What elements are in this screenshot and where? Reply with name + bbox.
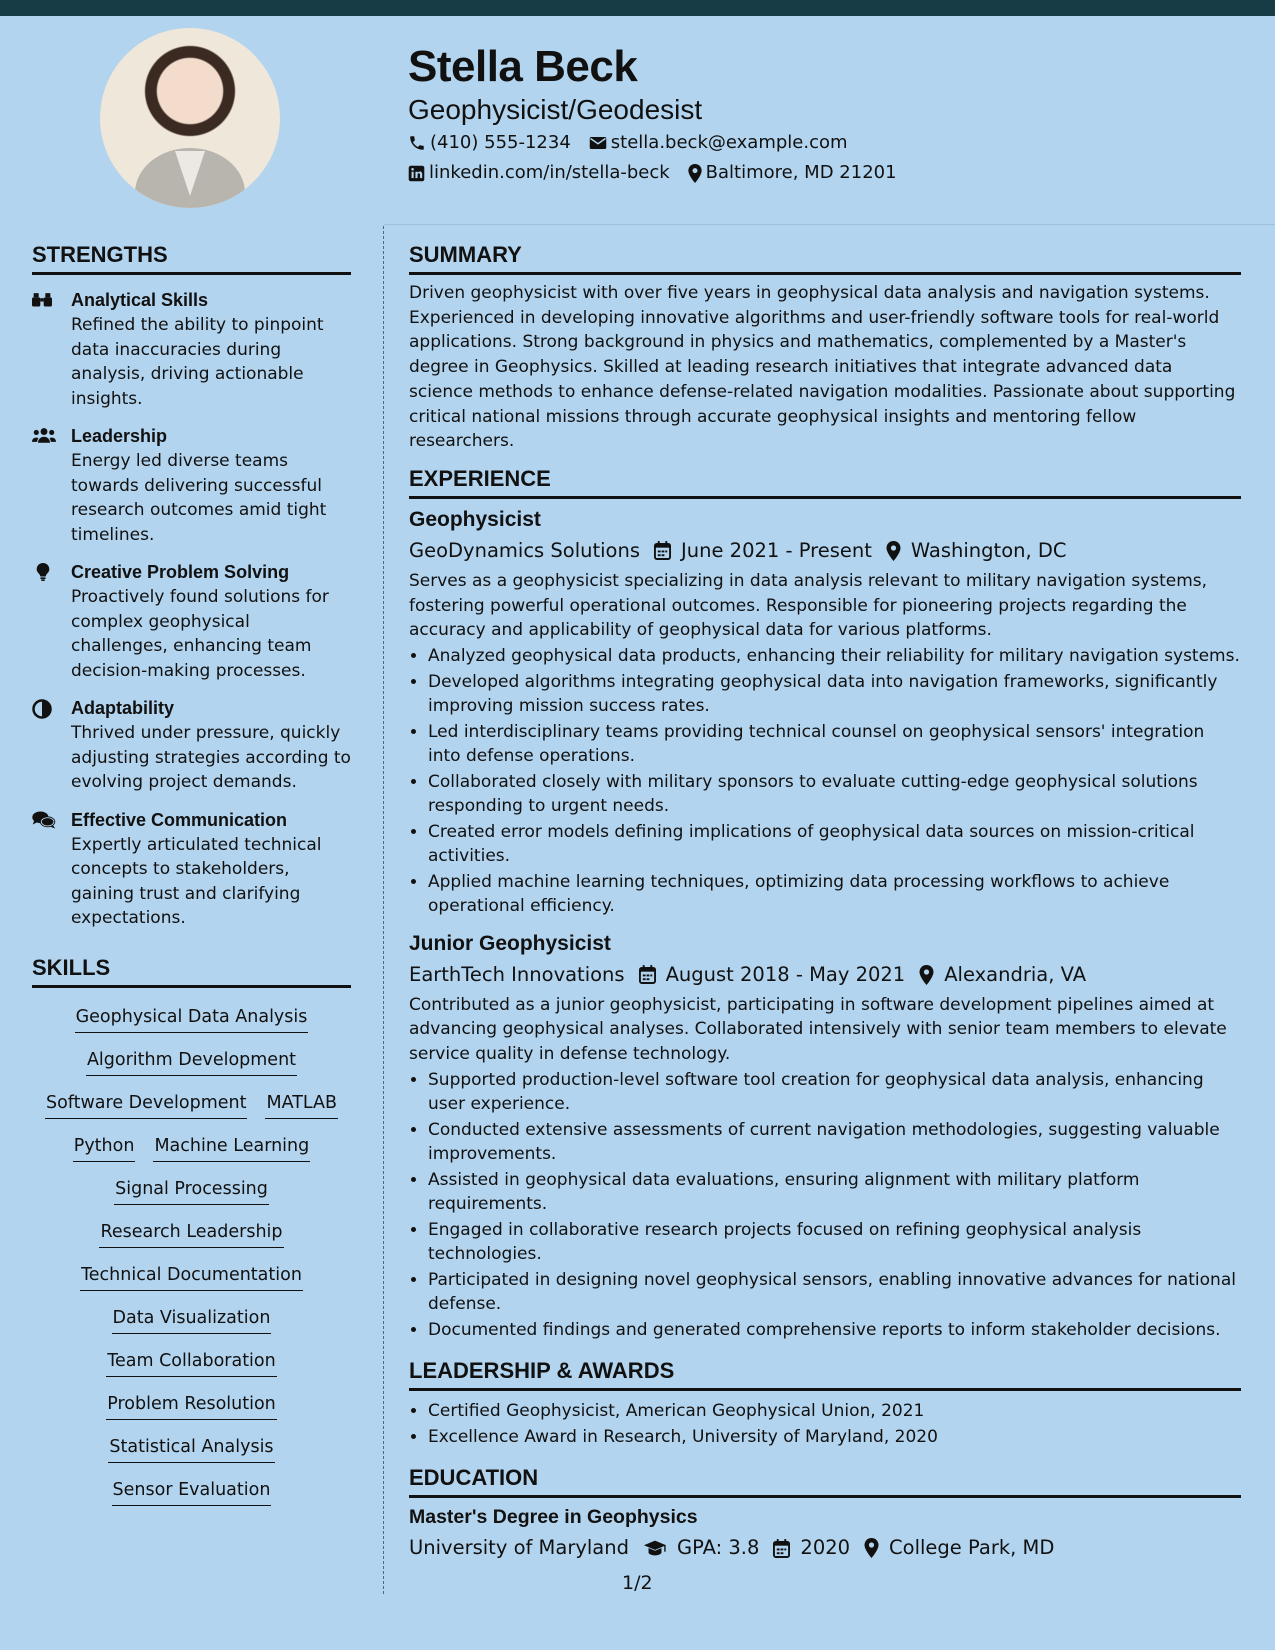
strength-title: Effective Communication (71, 809, 288, 830)
binoculars-icon (32, 287, 71, 411)
phone-number: (410) 555-1234 (430, 132, 571, 153)
map-marker-icon (688, 164, 702, 183)
adjust-icon (32, 695, 71, 795)
job-description: Contributed as a junior geophysicist, participating in software development pipelines aimed at advancing geophysical analyses. Collaborated intensively with senior team members to elevate service quality in defense technology. (409, 994, 1227, 1064)
job-bullet: • Applied machine learning techniques, optimizing data processing workflows to achieve operational efficiency. (428, 870, 1241, 919)
envelope-icon (589, 135, 607, 151)
job-bullet: • Conducted extensive assessments of current navigation methodologies, suggesting valuable improvements. (428, 1118, 1241, 1167)
calendar-icon (639, 965, 656, 984)
left-column (32, 240, 351, 1512)
job-bullet: • Participated in designing novel geophysical sensors, enabling innovative advances for national defense. (428, 1268, 1241, 1317)
job-location-text: Alexandria, VA (944, 962, 1087, 986)
location-text: Baltimore, MD 21201 (705, 162, 897, 183)
skill-tag: Algorithm Development (86, 1047, 297, 1076)
summary-heading: SUMMARY (409, 240, 1241, 275)
experience-heading: EXPERIENCE (409, 464, 1241, 499)
job-bullet: • Led interdisciplinary teams providing technical counsel on geophysical sensors' integration into defense operations. (428, 720, 1241, 769)
phone-icon (408, 134, 426, 152)
location-contact (688, 158, 897, 188)
linkedin-url[interactable]: linkedin.com/in/stella-beck (429, 162, 670, 183)
job-meta (409, 535, 1241, 567)
job-bullet: • Assisted in geophysical data evaluations, ensuring alignment with military platform requirements. (428, 1168, 1241, 1217)
skill-tag: Team Collaboration (106, 1348, 276, 1377)
strength-title: Leadership (71, 426, 168, 446)
job-location (919, 959, 1086, 991)
users-icon (32, 423, 71, 547)
strength-title: Analytical Skills (71, 290, 209, 310)
strength-title: Adaptability (71, 698, 175, 718)
linkedin-icon (408, 165, 425, 182)
email-address[interactable]: stella.beck@example.com (610, 132, 848, 153)
skill-tag: MATLAB (265, 1090, 338, 1119)
job-description: Serves as a geophysicist specializing in data analysis relevant to military navigation systems, fostering powerful operational outcomes. Responsible for pioneering projects regarding the accuracy and applicability of geophysical data for various platforms. (409, 570, 1208, 641)
skill-tag: Python (73, 1133, 136, 1162)
award-item: • Certified Geophysicist, American Geophysical Union, 2021 (428, 1399, 1241, 1424)
strength-description: Refined the ability to pinpoint data inaccuracies during analysis, driving actionable insights. (71, 315, 324, 409)
map-marker-icon (864, 1538, 879, 1558)
contact-row-1 (408, 128, 1248, 158)
skill-tag: Machine Learning (153, 1133, 310, 1162)
strength-item (32, 695, 351, 795)
summary-text: Driven geophysicist with over five years in geophysical data analysis and navigation systems. Experienced in developing innovative algorithms and user-friendly software tools for real-world applications. Strong background in physics and mathematics, complemented by a Master's degree in Geophysics. Skilled at leading research initiatives that integrate advanced data science methods to enhance defense-related navigation modalities. Passionate about supporting critical national missions through accurate geophysical insights and mentoring fellow researchers. (409, 283, 1236, 452)
job-location (886, 535, 1067, 567)
job-bullet: • Documented findings and generated comprehensive reports to inform stakeholder decisions. (428, 1318, 1241, 1343)
awards-heading: LEADERSHIP & AWARDS (409, 1356, 1241, 1391)
skill-tag: Research Leadership (99, 1219, 283, 1248)
job-dates-text: August 2018 - May 2021 (665, 962, 906, 986)
page-number: 1/2 (622, 1572, 653, 1594)
strength-title: Creative Problem Solving (71, 562, 290, 582)
skill-tag: Sensor Evaluation (112, 1477, 272, 1506)
top-bar (0, 0, 1275, 16)
job-dates (639, 959, 906, 991)
gpa-text: GPA: 3.8 (677, 1536, 760, 1560)
strengths-heading: STRENGTHS (32, 240, 351, 275)
education-meta (409, 1532, 1241, 1564)
strength-item (32, 807, 351, 931)
graduation-cap-icon (643, 1539, 667, 1557)
header-divider (384, 224, 1275, 225)
strength-item (32, 287, 351, 411)
job-bullet: • Collaborated closely with military sponsors to evaluate cutting-edge geophysical solutions responding to urgent needs. (428, 770, 1241, 819)
linkedin-contact[interactable] (408, 158, 670, 188)
column-divider (383, 226, 384, 1594)
job-dates-text: June 2021 - Present (681, 538, 872, 562)
calendar-icon (773, 1539, 790, 1558)
skill-tag: Technical Documentation (80, 1262, 303, 1291)
school-name: University of Maryland (409, 1536, 629, 1560)
candidate-name: Stella Beck (408, 42, 638, 91)
job-bullet: • Created error models defining implications of geophysical data sources on mission-critical activities. (428, 820, 1241, 869)
job-bullets (409, 1068, 1241, 1343)
company-name: GeoDynamics Solutions (409, 538, 640, 562)
awards-list (409, 1399, 1241, 1449)
skill-tag: Statistical Analysis (108, 1434, 274, 1463)
map-marker-icon (919, 965, 934, 985)
education-location (864, 1532, 1054, 1564)
job-bullet: • Engaged in collaborative research projects focused on refining geophysical analysis technologies. (428, 1218, 1241, 1267)
job-title: Junior Geophysicist (409, 931, 611, 955)
job-meta (409, 959, 1241, 991)
skill-tag: Signal Processing (114, 1176, 269, 1205)
comments-icon (32, 807, 71, 931)
strength-item (32, 423, 351, 547)
strength-description: Expertly articulated technical concepts to stakeholders, gaining trust and clarifying expectations. (71, 834, 322, 928)
job-title: Geophysicist (409, 507, 541, 531)
job-bullet: • Supported production-level software tool creation for geophysical data analysis, enhancing user experience. (428, 1068, 1241, 1117)
profile-photo (100, 28, 280, 208)
strength-description: Thrived under pressure, quickly adjusting strategies according to evolving project demands. (71, 723, 351, 792)
job-bullet: • Analyzed geophysical data products, enhancing their reliability for military navigation systems. (428, 644, 1241, 669)
map-marker-icon (886, 541, 901, 561)
skill-tag: Problem Resolution (106, 1391, 277, 1420)
skill-tag: Data Visualization (112, 1305, 272, 1334)
phone-contact (408, 128, 571, 158)
strength-description: Proactively found solutions for complex geophysical challenges, enhancing team decision-making processes. (71, 587, 329, 681)
education-location-text: College Park, MD (889, 1536, 1055, 1560)
job-dates (654, 535, 872, 567)
resume-header (408, 40, 1248, 188)
candidate-title: Geophysicist/Geodesist (408, 94, 703, 125)
job-bullet: • Developed algorithms integrating geophysical data into navigation frameworks, significantly improving mission success rates. (428, 670, 1241, 719)
strength-description: Energy led diverse teams towards delivering successful research outcomes amid tight timelines. (71, 451, 327, 545)
skills-list (32, 996, 351, 1512)
skills-heading: SKILLS (32, 953, 351, 988)
degree-title: Master's Degree in Geophysics (409, 1506, 698, 1529)
calendar-icon (654, 541, 671, 560)
right-column (409, 240, 1241, 1564)
year-text: 2020 (800, 1536, 851, 1560)
contact-row-2 (408, 158, 1248, 188)
education-year (773, 1532, 850, 1564)
education-heading: EDUCATION (409, 1463, 1241, 1498)
lightbulb-icon (32, 559, 71, 683)
skill-tag: Geophysical Data Analysis (75, 1004, 309, 1033)
job-bullets (409, 644, 1241, 919)
award-item: • Excellence Award in Research, University of Maryland, 2020 (428, 1425, 1241, 1450)
company-name: EarthTech Innovations (409, 962, 625, 986)
strength-item (32, 559, 351, 683)
email-contact[interactable] (589, 128, 848, 158)
education-gpa (643, 1532, 759, 1564)
skill-tag: Software Development (45, 1090, 248, 1119)
job-location-text: Washington, DC (910, 538, 1067, 562)
